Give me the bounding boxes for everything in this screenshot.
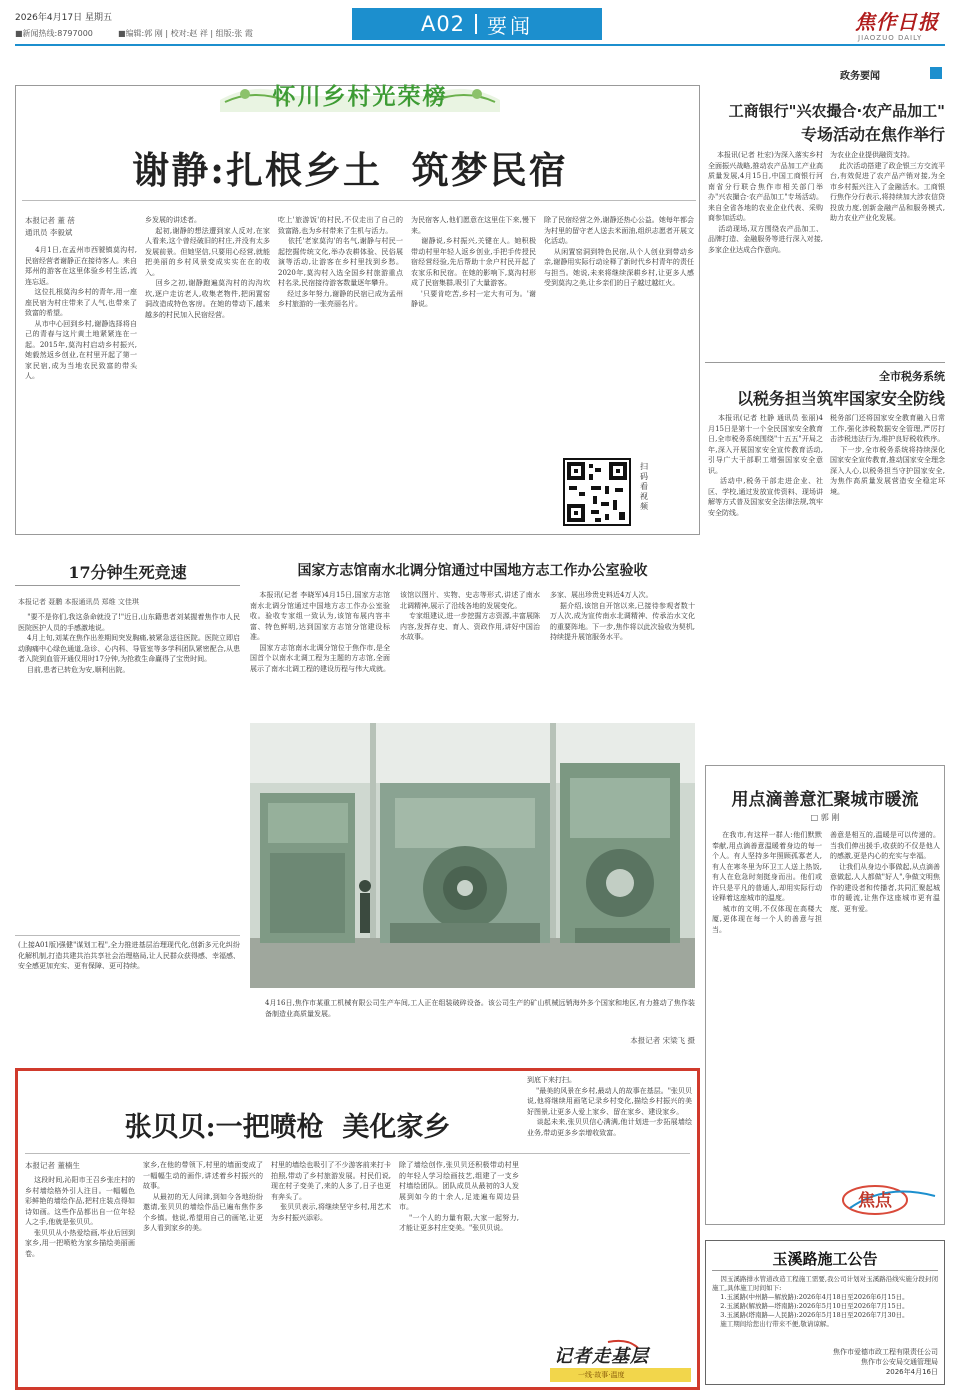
page-header-badge [352, 8, 602, 40]
newspaper-logo-en: JIAOZUO DAILY [858, 34, 923, 42]
rescue-title: 17分钟生死竞速 [68, 563, 187, 582]
side2-text-col-1: 本报讯(记者 杜静 通讯员 张丽)4月15日是第十一个全民国家安全教育日,全市税务系统围绕"十五五"开局之年,深入开展国家安全宣传教育活动,引导广大干部职工增强国家安全意识。 活动中,税务干部走进企业、社区、学校,通过发放宣传资料、现场讲解等方式普及国家安全法律法规,筑牢安全防线。 [708, 414, 823, 517]
page-number: A02 [420, 12, 466, 36]
gazetteer-text-col-2: 该馆以图片、实物、史志等形式,讲述了南水北调精神,展示了沿线各地的发展变化。 专家组建议,进一步挖掘方志资源,丰富展陈内容,发挥存史、育人、资政作用,讲好中国治水故事。 [400, 591, 540, 641]
side2-text-col-2: 税务部门还将国家安全教育融入日常工作,强化涉税数据安全管理,严厉打击涉税违法行为,维护良好税收秩序。 下一步,全市税务系统将持续深化国家安全宣传教育,推动国家安全理念深入人心,以税务担当守护国家安全,为焦作高质量发展营造安全稳定环境。 [830, 414, 945, 496]
bottom-text-col-1: 这段时间,沁阳市王召乡张庄村的乡村墙绘格外引人注目。一幅幅色彩鲜艳的墙绘作品,把村庄装点得如诗如画。这些作品都出自一位年轻人之手,他就是张贝贝。 张贝贝从小热爱绘画,毕业后回到家乡,用一把喷枪为家乡描绘美丽画卷。 [25, 1176, 135, 1258]
bottom-feature-title: 张贝贝:一把喷枪 美化家乡 [124, 1112, 451, 1143]
notice-date: 2026年4月16日 [885, 1368, 938, 1376]
jiaodian-text: 焦点 [858, 1191, 892, 1211]
feature-banner [215, 72, 505, 116]
bottom-text-col-3: 村里的墙绘也吸引了不少游客前来打卡拍照,带动了乡村旅游发展。村民们说,现在村子变美了,来的人多了,日子也更有奔头了。 张贝贝表示,将继续坚守乡村,用艺术为乡村振兴添彩。 [271, 1161, 391, 1222]
notice-signatory-2: 焦作市公安局交通管理局 [861, 1358, 938, 1366]
factory-photo-credit: 本报记者 宋梁飞 摄 [630, 1036, 695, 1045]
feature-text-col-2: 乡发展的讲述者。 起初,谢静的想法遭到家人反对,在家人看来,这个曾经破旧的村庄,并没有太多发展前景。但她坚信,只要用心经营,就能把美丽的乡村风景变成实实在在的收入。 回乡之初,谢静跑遍莫沟村的沟沟坎坎,逐户走访老人,收集老物件,把闲置窑洞改造成特色客房。在她的带动下,越来越多的村民加入民宿经营。 [145, 216, 270, 319]
column-tag-square-icon [930, 67, 942, 79]
bottom-text-col-5: 到底下来打扫。 "最美的风景在乡村,最动人的故事在基层。"张贝贝说,他将继续用画笔记录乡村变化,描绘乡村振兴的美好图景,让更多人爱上家乡、留在家乡、建设家乡。 谈起未来,张贝贝信心满满,他计划进一步拓展墙绘业务,带动更多乡亲增收致富。 [527, 1076, 692, 1137]
feature-title: 谢静:扎根乡土 筑梦民宿 [132, 148, 568, 192]
feature-text-col-3: 吃上'旅游饭'的村民,不仅走出了自己的致富路,也为乡村带来了生机与活力。 依托'老家莫沟'的名气,谢静与村民一起挖掘传统文化,举办农耕体验、民俗展演等活动,让游客在乡村里找到乡愁。2020年,莫沟村入选全国乡村旅游重点村名录,民宿接待游客数量逐年攀升。 经过多年努力,谢静的民宿已成为孟州乡村旅游的一张亮丽名片。 [278, 216, 403, 308]
side1-text-col-1: 本报讯(记者 杜宏)为深入落实乡村全面振兴战略,推动农产品加工产业高质量发展,4月15日,中国工商银行河南省分行联合焦作市相关部门举办"兴农撮合·农产品加工"专场活动。来自全省各地的农业企业代表、采购商参加活动。 活动现场,双方围绕农产品加工、品牌打造、金融服务等进行深入对接,多家企业达成合作意向。 [708, 151, 823, 254]
notice-signatory-1: 焦作市爱德市政工程有限责任公司 [833, 1348, 938, 1356]
factory-photo [250, 723, 695, 988]
feature-byline-correspondent: 通讯员 李毅斌 [25, 228, 73, 237]
side3-text-col-1: 在我市,有这样一群人:他们默默奉献,用点滴善意温暖着身边的每一个人。有人坚持多年照顾孤寡老人,有人在寒冬里为环卫工人送上热饭,有人在危急时刻挺身而出。他们或许只是平凡的普通人,却用实际行动诠释着这座城市的温度。 城市的文明,不仅体现在高楼大厦,更体现在每一个人的善意与担当。 [712, 831, 822, 934]
feature-text-col-4: 为民宿客人,他们愿意在这里住下来,慢下来。 谢静说,乡村振兴,关键在人。她积极带动村里年轻人返乡创业,手把手传授民宿经营经验,先后帮助十余户村民开起了农家乐和民宿。在她的影响下,莫沟村形成了民宿集群,吸引了大量游客。 '只要肯吃苦,乡村一定大有可为。'谢静说。 [411, 216, 536, 308]
hotline: ■新闻热线:8797000 [15, 29, 93, 38]
bottom-text-col-2: 家乡,在他的带领下,村里的墙面变成了一幅幅生动的画作,讲述着乡村振兴的故事。 从最初的无人问津,到如今各地纷纷邀请,张贝贝的墙绘作品已遍布焦作多个乡镇。他说,希望用自己的画笔,让更多人看到家乡的美。 [143, 1161, 263, 1232]
side3-title: 用点滴善意汇聚城市暖流 [731, 790, 919, 810]
column-tag: 政务要闻 [840, 71, 880, 82]
reporter-at-grassroots-badge [548, 1338, 693, 1384]
feature-text-col-1: 4月1日,在孟州市西虢镇莫沟村,民宿经营者谢静正在接待客人。来自郑州的游客在这里体验乡村生活,流连忘返。 这位扎根莫沟乡村的青年,用一座座民宿为村庄带来了人气,也带来了致富的希望。 从市中心回到乡村,谢静选择将自己的青春与这片黄土地紧紧连在一起。2015年,莫沟村启动乡村振兴,她毅然返乡创业,在村里开起了第一家民宿,成为当地农民致富的带头人。 [25, 246, 137, 380]
rescue-byline: 本报记者 聂鹏 本报通讯员 郑维 文佳琪 [18, 598, 139, 606]
qr-code-icon[interactable] [563, 458, 631, 526]
bottom-text-col-4: 除了墙绘创作,张贝贝还积极带动村里的年轻人学习绘画技艺,组建了一支乡村墙绘团队。团队成员从最初的3人发展到如今的十余人,足迹遍布周边县市。 "一个人的力量有限,大家一起努力,才能让更多村庄变美。"张贝贝说。 [399, 1161, 519, 1232]
qr-code-label: 扫码看视频 [640, 462, 648, 511]
rescue-body: "要不是你们,我这条命就没了!"近日,山东籍患者刘某握着焦作市人民医院医护人员的手感激地说。 4月上旬,刘某在焦作出差期间突发胸痛,被紧急送往医院。医院立即启动胸痛中心绿色通道,急诊、心内科、导管室等多学科团队紧密配合,从患者入院到血管开通仅用时17分钟,为抢救生命赢得了宝贵时间。 目前,患者已转危为安,顺利出院。 [18, 613, 240, 674]
jiaodian-badge [840, 1178, 940, 1218]
gazetteer-text-col-1: 本报讯(记者 李晓军)4月15日,国家方志馆南水北调分馆通过中国地方志工作办公室验收。验收专家组一致认为,该馆布展内容丰富、特色鲜明,达到国家方志馆分馆建设标准。 国家方志馆南水北调分馆位于焦作市,是全国首个以南水北调工程为主题的方志馆,全面展示了南水北调工程的建设历程与伟大成就。 [250, 591, 390, 673]
section-name: 要闻 [487, 13, 534, 38]
factory-photo-caption: 4月16日,焦作市某重工机械有限公司生产车间,工人正在组装破碎设备。该公司生产的矿山机械远销海外多个国家和地区,有力推动了焦作装备制造业高质量发展。 [265, 999, 695, 1018]
gazetteer-text-col-3: 多家、展出珍贵史料近4万人次。 据介绍,该馆自开馆以来,已接待参观者数十万人次,成为宣传南水北调精神、传承治水文化的重要阵地。下一步,焦作将以此次验收为契机,持续提升展馆服务水平。 [550, 591, 695, 641]
newspaper-logo: 焦作日报 [855, 10, 939, 34]
feature-banner-text: 怀川乡村光荣榜 [272, 84, 448, 110]
side1-title-line2: 专场活动在焦作举行 [800, 125, 945, 144]
crusher-machine-illustration [250, 723, 695, 988]
feature-byline-reporter: 本报记者 董 蓓 [25, 216, 75, 225]
badge-subtext: 一线·故事·温度 [578, 1371, 625, 1379]
side3-author: □ 郭 刚 [810, 813, 840, 822]
bottom-feature-byline: 本报记者 董楠生 [25, 1161, 80, 1170]
side1-text-col-2: 为农业企业提供融资支持。 此次活动搭建了政企银三方交流平台,有效促进了农产品产销对接,为全市乡村振兴注入了金融活水。工商银行焦作分行表示,将持续加大涉农信贷投放力度,创新金融产品和服务模式,助力农业产业化发展。 [830, 151, 945, 222]
side3-text-col-2: 善意是相互的,温暖是可以传递的。当我们伸出援手,收获的不仅是他人的感激,更是内心的充实与幸福。 让我们从身边小事做起,从点滴善意做起,人人都做"好人",争做文明焦作的建设者和传播者,共同汇聚起城市的暖流,让焦作这座城市更有温度、更有爱。 [830, 831, 940, 913]
editor-credits: ■编辑:郭 刚 | 校对:赵 祥 | 组版:张 霞 [118, 29, 253, 38]
issue-date: 2026年4月17日 星期五 [15, 13, 112, 23]
notice-title: 玉溪路施工公告 [772, 1250, 878, 1268]
side2-kicker: 全市税务系统 [879, 370, 945, 383]
badge-text: 记者走基层 [554, 1346, 649, 1367]
feature-text-col-5: 除了民宿经营之外,谢静还热心公益。她每年都会为村里的留守老人送去米面油,组织志愿者开展文化活动。 从闲置窑洞到特色民宿,从个人创业到带动乡亲,谢静用实际行动诠释了新时代乡村青年的责任与担当。她说,未来将继续深耕乡村,让更多人感受到莫沟之美,让乡亲们的日子越过越红火。 [544, 216, 694, 287]
continued-from-a01: (上接A01版)强健"谋划工程",全力推进基层治理现代化,创新多元化纠纷化解机制,打造共建共治共享社会治理格局,让人民群众获得感、幸福感、安全感更加充实、更有保障、更可持续。 [18, 941, 240, 970]
side1-title-line1: 工商银行"兴农撮合·农产品加工" [728, 102, 945, 120]
gazetteer-title: 国家方志馆南水北调分馆通过中国地方志工作办公室验收 [297, 563, 648, 579]
side2-title: 以税务担当筑牢国家安全防线 [736, 389, 945, 408]
notice-body: 因玉溪路排水管道改造工程施工需要,我公司计划对玉溪路沿线实施分段封闭施工,具体施工时间如下: 1.玉溪路(中州路—解放路):2026年4月18日至2026年6月15日。 2.玉溪路(解放路—塔南路):2026年5月10日至2026年7月15日。 3.玉溪路(塔南路—人民路):2026年5月18日至2026年7月30日。 施工期间给您出行带来不便,敬请谅解。 [712, 1275, 938, 1328]
